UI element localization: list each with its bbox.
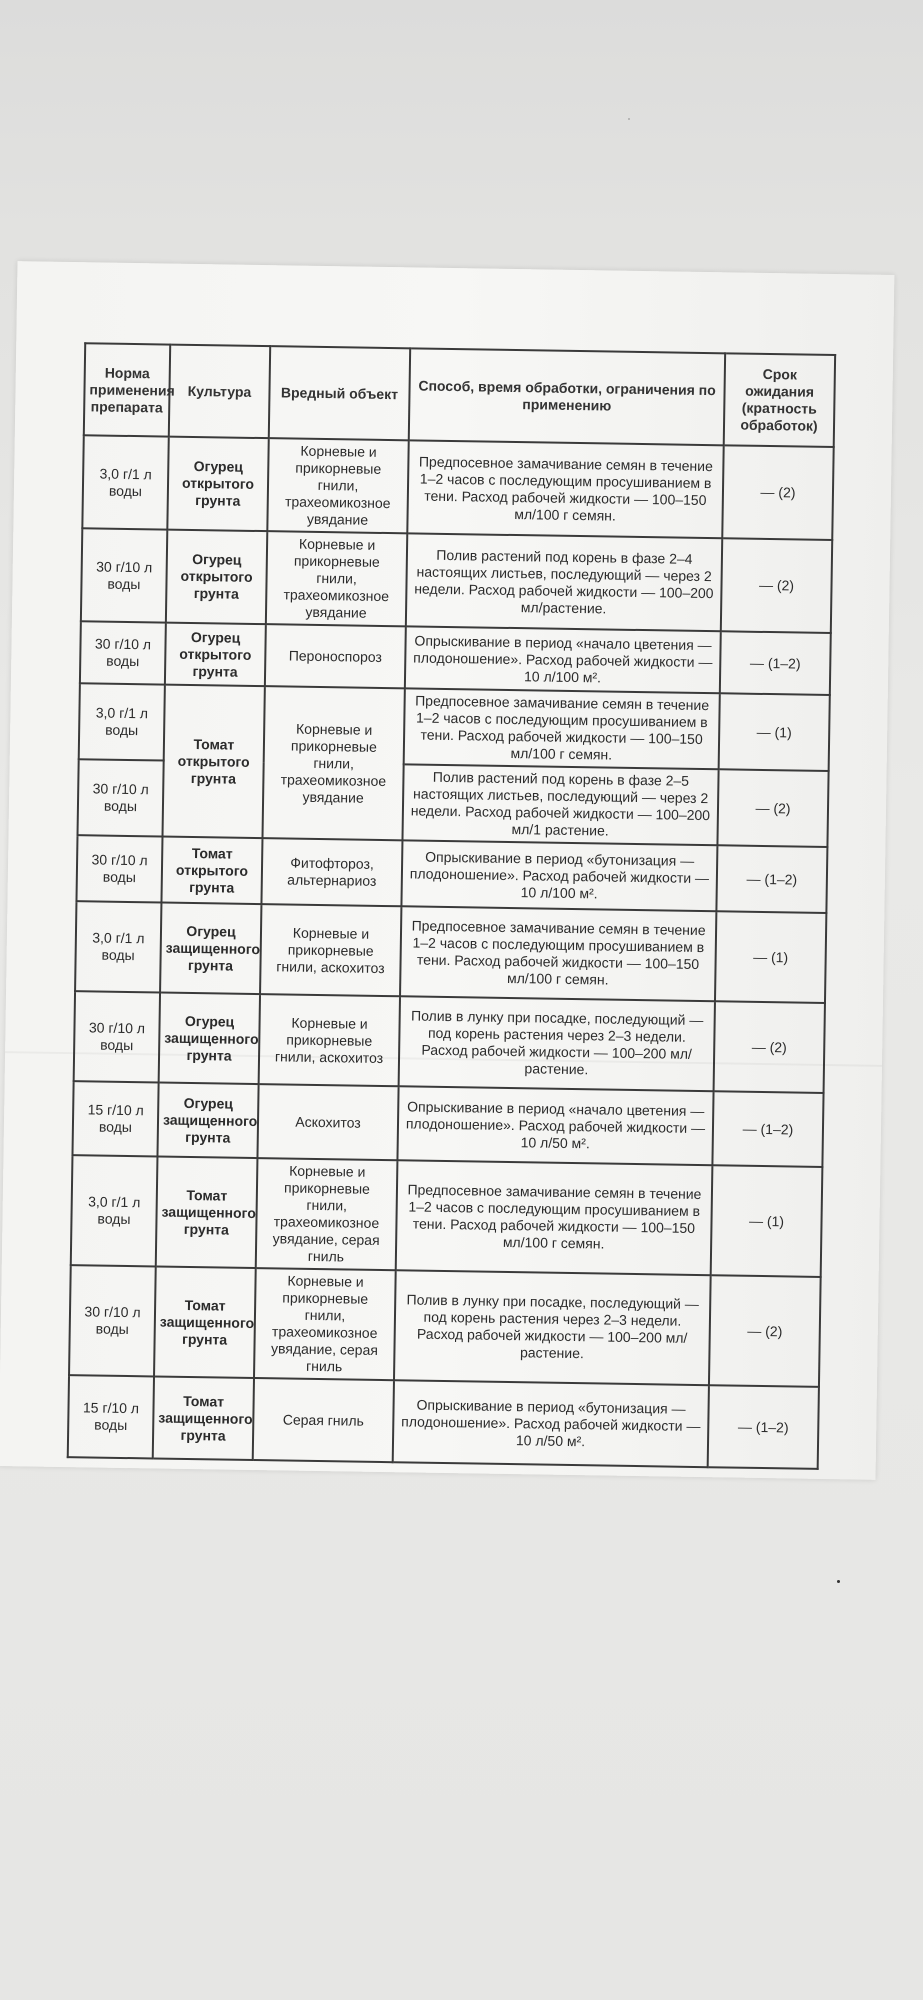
wait-cell: — (1–2) bbox=[720, 631, 831, 695]
crop-cell: Томат открытого грунта bbox=[162, 685, 264, 839]
pest-cell: Корневые и прикорневые гнили, аскохитоз bbox=[259, 994, 400, 1086]
crop-cell: Огурец открытого грунта bbox=[165, 623, 266, 687]
table-row bbox=[74, 991, 825, 1093]
wait-cell: — (2) bbox=[717, 769, 828, 847]
norm-cell: 15 г/10 л воды bbox=[68, 1375, 154, 1458]
table-row bbox=[79, 683, 830, 771]
norm-cell: 30 г/10 л воды bbox=[76, 835, 162, 902]
method-cell: Опрыскивание в период «бутонизация — плодоношение». Расход рабочей жидкости — 10 л/100 м². bbox=[401, 840, 717, 911]
method-cell: Опрыскивание в период «начало цветения — плодоношение». Расход рабочей жидкости — 10 л/50 м². bbox=[397, 1086, 713, 1165]
method-cell: Предпосевное замачивание семян в течение 1–2 часов с последующим просушиванием в тени. Расход рабочей жидкости — 100–150 мл/100 г семян. bbox=[396, 1160, 713, 1275]
wait-cell: — (2) bbox=[721, 538, 832, 633]
crop-cell: Огурец защищенного грунта bbox=[160, 903, 261, 995]
table-row bbox=[72, 1081, 823, 1167]
table-row bbox=[82, 435, 833, 540]
norm-cell: 3,0 г/1 л воды bbox=[71, 1155, 158, 1266]
crop-cell: Огурец открытого грунта bbox=[166, 530, 267, 625]
wait-cell: — (2) bbox=[714, 1001, 825, 1093]
crop-cell: Огурец открытого грунта bbox=[167, 437, 268, 532]
wait-cell: — (1) bbox=[715, 911, 826, 1003]
pest-cell: Серая гниль bbox=[253, 1378, 394, 1462]
norm-cell: 30 г/10 л воды bbox=[80, 621, 166, 684]
norm-cell: 15 г/10 л воды bbox=[72, 1081, 158, 1156]
norm-cell: 30 г/10 л воды bbox=[81, 528, 167, 622]
norm-cell: 3,0 г/1 л воды bbox=[82, 435, 168, 529]
pest-cell: Фитофтороз, альтернариоз bbox=[261, 838, 402, 906]
pest-cell: Пероноспороз bbox=[265, 624, 406, 688]
norm-cell: 3,0 г/1 л воды bbox=[79, 683, 165, 760]
crop-cell: Томат защищенного грунта bbox=[154, 1266, 256, 1378]
norm-cell: 30 г/10 л воды bbox=[78, 759, 164, 836]
wait-cell: — (2) bbox=[709, 1275, 821, 1387]
crop-cell: Томат защищенного грунта bbox=[153, 1376, 254, 1460]
table-row bbox=[69, 1265, 821, 1387]
table-row bbox=[68, 1375, 819, 1469]
dust-speck bbox=[628, 118, 630, 120]
table-header-row bbox=[84, 343, 835, 447]
method-cell: Полив растений под корень в фазе 2–4 настоящих листьев, последующий — через 2 недели. Расход рабочей жидкости — 100–200 мл/растение. bbox=[406, 533, 722, 631]
pest-cell: Корневые и прикорневые гнили, трахеомикозное увядание bbox=[266, 531, 407, 626]
norm-cell: 30 г/10 л воды bbox=[69, 1265, 156, 1376]
norm-cell: 3,0 г/1 л воды bbox=[75, 901, 161, 992]
table-row bbox=[71, 1155, 823, 1277]
header-crop: Культура bbox=[169, 345, 270, 439]
norm-cell: 30 г/10 л воды bbox=[74, 991, 160, 1082]
method-cell: Полив в лунку при посадке, последующий — под корень растения через 2–3 недели. Расход рабочей жидкости — 100–200 мл/растение. bbox=[394, 1270, 711, 1385]
table-row bbox=[76, 835, 827, 913]
crop-cell: Огурец защищенного грунта bbox=[157, 1083, 258, 1159]
header-pest: Вредный объект bbox=[269, 346, 410, 440]
table-row bbox=[80, 621, 831, 695]
paper-sheet bbox=[0, 261, 894, 1480]
pest-cell: Корневые и прикорневые гнили, трахеомикозное увядание, серая гниль bbox=[254, 1268, 396, 1380]
method-cell: Опрыскивание в период «начало цветения — плодоношение». Расход рабочей жидкости — 10 л/100 м². bbox=[405, 626, 721, 693]
method-cell: Предпосевное замачивание семян в течение 1–2 часов с последующим просушиванием в тени. Расход рабочей жидкости — 100–150 мл/100 г семян. bbox=[400, 906, 716, 1001]
method-cell: Предпосевное замачивание семян в течение 1–2 часов с последующим просушиванием в тени. Расход рабочей жидкости — 100–150 мл/100 г семян. bbox=[404, 688, 720, 769]
dust-speck bbox=[837, 1580, 840, 1583]
pest-cell: Корневые и прикорневые гнили, трахеомикозное увядание bbox=[267, 438, 408, 533]
wait-cell: — (1–2) bbox=[712, 1091, 823, 1167]
wait-cell: — (1–2) bbox=[708, 1385, 819, 1469]
wait-cell: — (1) bbox=[719, 693, 830, 771]
header-wait: Срок ожидания (кратность обработок) bbox=[724, 353, 835, 447]
table-row bbox=[75, 901, 826, 1003]
wait-cell: — (2) bbox=[722, 445, 833, 540]
method-cell: Полив в лунку при посадке, последующий — под корень растения через 2–3 недели. Расход рабочей жидкости — 100–200 мл/растение. bbox=[399, 996, 715, 1091]
header-norm: Норма применения препарата bbox=[84, 343, 170, 436]
pest-cell: Корневые и прикорневые гнили, трахеомикозное увядание bbox=[262, 686, 404, 840]
pest-cell: Корневые и прикорневые гнили, аскохитоз bbox=[260, 904, 401, 996]
table-row bbox=[81, 528, 832, 633]
wait-cell: — (1) bbox=[711, 1165, 823, 1277]
method-cell: Опрыскивание в период «бутонизация — плодоношение». Расход рабочей жидкости — 10 л/50 м². bbox=[393, 1380, 709, 1467]
wait-cell: — (1–2) bbox=[716, 845, 827, 913]
crop-cell: Огурец защищенного грунта bbox=[159, 993, 260, 1085]
header-method: Способ, время обработки, ограничения по применению bbox=[409, 348, 725, 445]
method-cell: Предпосевное замачивание семян в течение 1–2 часов с последующим просушиванием в тени. Расход рабочей жидкости — 100–150 мл/100 г семян. bbox=[407, 440, 723, 538]
pest-cell: Аскохитоз bbox=[257, 1084, 398, 1160]
pest-cell: Корневые и прикорневые гнили, трахеомикозное увядание, серая гниль bbox=[256, 1158, 398, 1270]
crop-cell: Томат открытого грунта bbox=[161, 837, 262, 905]
crop-cell: Томат защищенного грунта bbox=[156, 1156, 258, 1268]
method-cell: Полив растений под корень в фазе 2–5 настоящих листьев, последующий — через 2 недели. Расход рабочей жидкости — 100–200 мл/1 растение. bbox=[402, 764, 718, 845]
application-table bbox=[67, 342, 836, 1470]
